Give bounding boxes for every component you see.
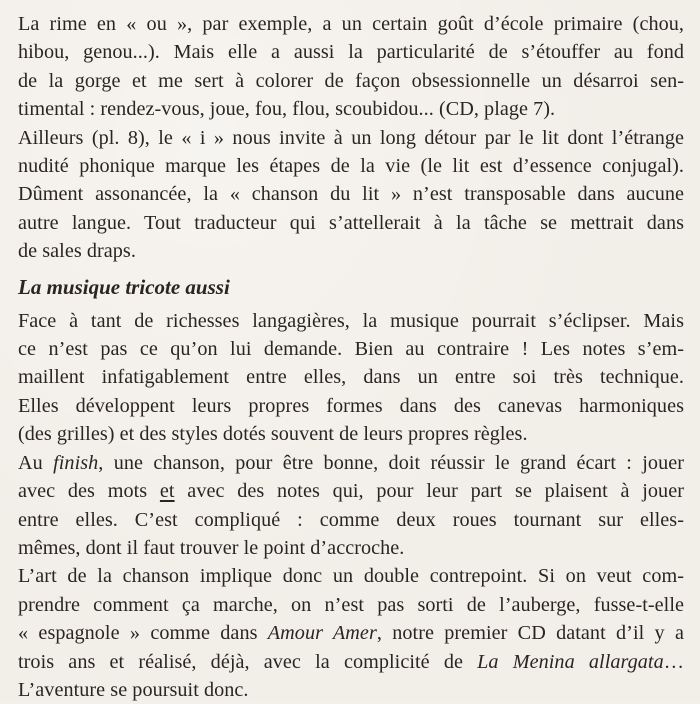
paragraph-double-contrepoint xyxy=(18,562,684,704)
text-run: avec des mots xyxy=(18,480,160,503)
text-line: (des grilles) et des styles dotés souvent de leurs propres règles. xyxy=(18,423,528,446)
text-line: hibou, genou...). Mais elle a aussi la particularité de s’étouffer au fond xyxy=(18,41,684,64)
text-line: de sales draps. xyxy=(18,240,136,263)
paragraph-rime-ou xyxy=(18,10,684,124)
paragraph-chanson-du-lit xyxy=(18,124,684,266)
underlined-word-et: et xyxy=(159,480,175,503)
italic-term-finish: finish xyxy=(53,451,99,474)
text-line: nudité phonique marque les étapes de la vie (le lit est d’essence conjugal). xyxy=(18,155,684,178)
section-heading: La musique tricote aussi xyxy=(18,274,230,299)
text-line: La rime en « ou », par exemple, a un certain goût d’école primaire (chou, xyxy=(18,13,684,35)
text-line: Ailleurs (pl. 8), le « i » nous invite à un long détour par le lit dont l’étrange xyxy=(18,126,684,149)
text-run: Au xyxy=(18,451,54,474)
album-title-amour-amer: Amour Amer xyxy=(267,622,377,645)
text-line xyxy=(18,477,684,505)
text-line: timental : rendez-vous, joue, fou, flou, scoubidou... (CD, plage 7). xyxy=(18,98,556,121)
text-line: mêmes, dont il faut trouver le point d’accroche. xyxy=(18,536,405,559)
text-line: prendre comment ça marche, on n’est pas sorti de l’auberge, fusse-t-elle xyxy=(18,593,684,616)
text-line: L’art de la chanson implique donc un double contrepoint. Si on veut com- xyxy=(18,565,684,588)
text-line: Face à tant de richesses langagières, la musique pourrait s’éclipser. Mais xyxy=(18,309,684,332)
text-line xyxy=(18,449,684,477)
text-line: Dûment assonancée, la « chanson du lit » n’est transposable dans aucune xyxy=(18,183,684,206)
text-line: ce n’est pas ce qu’on lui demande. Bien au contraire ! Les notes s’em- xyxy=(18,338,684,361)
text-run: … xyxy=(663,650,684,673)
text-line: Elles développent leurs propres formes dans des canevas harmoniques xyxy=(18,394,684,417)
text-run: , notre premier CD datant d’il y a xyxy=(376,622,684,645)
text-line: maillent infatigablement entre elles, dans un entre soi très technique. xyxy=(18,366,684,389)
group-name-la-menina-allargata: La Menina allargata xyxy=(477,650,664,673)
text-line: L’aventure se poursuit donc. xyxy=(18,678,249,701)
text-line: de la gorge et me sert à colorer de façon obsessionnelle un désarroi sen- xyxy=(18,69,684,92)
text-run: , une chanson, pour être bonne, doit réussir le grand écart : jouer xyxy=(98,451,685,474)
text-line xyxy=(18,619,684,647)
paragraph-au-finish xyxy=(18,449,684,563)
text-line xyxy=(18,648,684,676)
paragraph-richesses-langagieres xyxy=(18,307,684,449)
text-run: trois ans et réalisé, déjà, avec la complicité de xyxy=(18,650,478,673)
text-line: entre elles. C’est compliqué : comme deux roues tournant sur elles- xyxy=(18,508,684,531)
text-line: autre langue. Tout traducteur qui s’attellerait à la tâche se mettrait dans xyxy=(18,211,684,234)
text-run: « espagnole » comme dans xyxy=(18,622,268,645)
text-run: avec des notes qui, pour leur part se plaisent à jouer xyxy=(174,480,684,503)
